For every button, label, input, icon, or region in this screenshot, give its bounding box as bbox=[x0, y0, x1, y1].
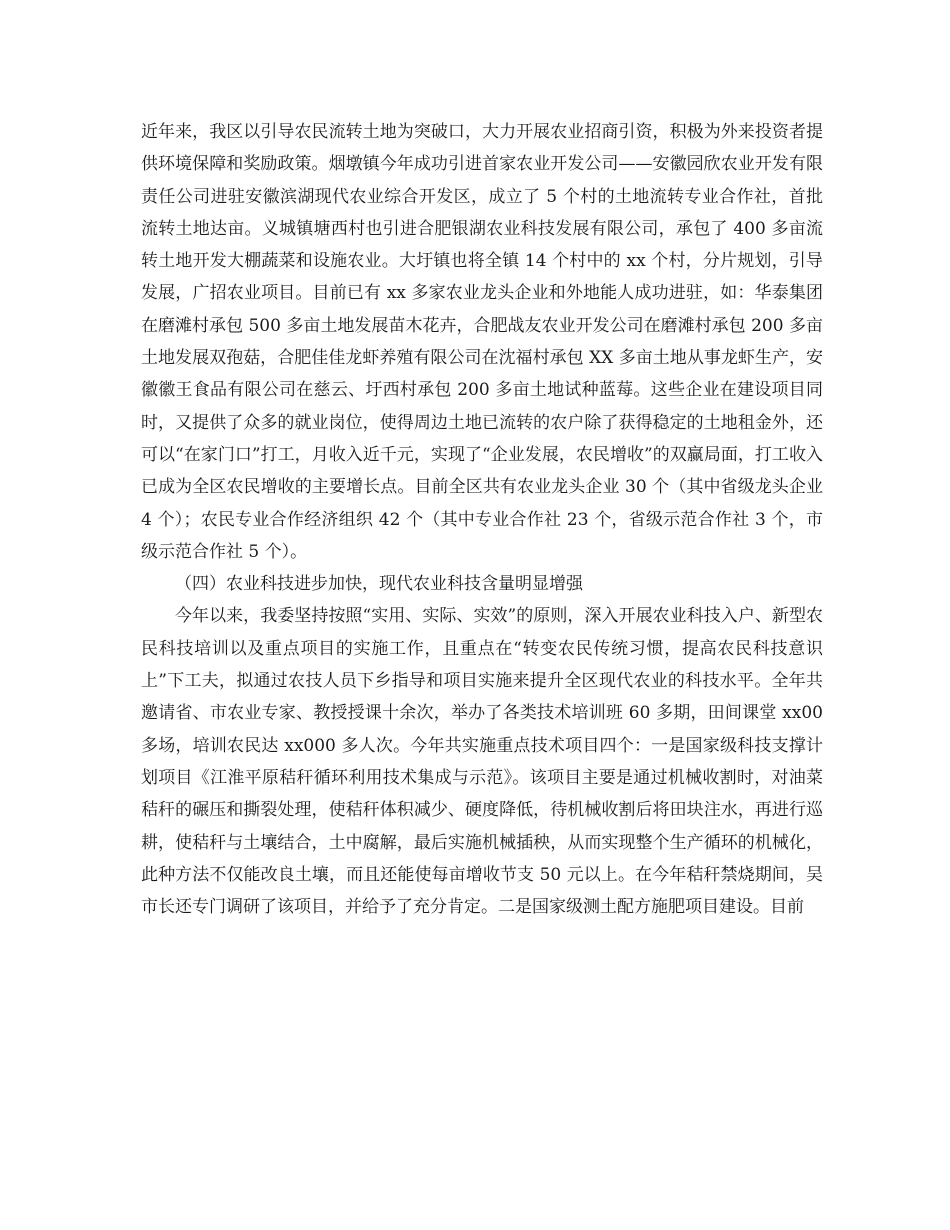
paragraph-agri-tech: 今年以来，我委坚持按照“实用、实际、实效”的原则，深入开展农业科技入户、新型农民科技培训以及重点项目的实施工作，且重点在“转变农民传统习惯，提高农民科技意识上”下工夫，拟通过农技人员下乡指导和项目实施来提升全区现代农业的科技水平。全年共邀请省、市农业专家、教授授课十余次，举办了各类技术培训班 60 多期，田间课堂 xx00 多场，培训农民达 xx000 多人次。今年共实施重点技术项目四个：一是国家级科技支撑计划项目《江淮平原秸秆循环利用技术集成与示范》。该项目主要是通过机械收割时，对油菜秸秆的碾压和撕裂处理，使秸秆体积减少、硬度降低，待机械收割后将田块注水，再进行巡耕，使秸秆与土壤结合，土中腐解，最后实施机械插秧，从而实现整个生产循环的机械化，此种方法不仅能改良土壤，而且还能使每亩增收节支 50 元以上。在今年秸秆禁烧期间，吴市长还专门调研了该项目，并给予了充分肯定。二是国家级测土配方施肥项目建设。目前 bbox=[141, 606, 823, 918]
section-heading-agri-tech: （四）农业科技进步加快，现代农业科技含量明显增强 bbox=[175, 574, 583, 595]
document-body bbox=[141, 116, 823, 923]
paragraph-land-transfer: 近年来，我区以引导农民流转土地为突破口，大力开展农业招商引资，积极为外来投资者提供环境保障和奖励政策。烟墩镇今年成功引进首家农业开发公司——安徽园欣农业开发有限责任公司进驻安徽滨湖现代农业综合开发区，成立了 5 个村的土地流转专业合作社，首批流转土地达亩。义城镇塘西村也引进合肥银湖农业科技发展有限公司，承包了 400 多亩流转土地开发大棚蔬菜和设施农业。大圩镇也将全镇 14 个村中的 xx 个村，分片规划，引导发展，广招农业项目。目前已有 xx 多家农业龙头企业和外地能人成功进驻，如：华泰集团在磨滩村承包 500 多亩土地发展苗木花卉，合肥战友农业开发公司在磨滩村承包 200 多亩土地发展双孢菇，合肥佳佳龙虾养殖有限公司在沈福村承包 XX 多亩土地从事龙虾生产，安徽徽王食品有限公司在慈云、圩西村承包 200 多亩土地试种蓝莓。这些企业在建设项目同时，又提供了众多的就业岗位，使得周边土地已流转的农户除了获得稳定的土地租金外，还可以“在家门口”打工，月收入近千元，实现了“企业发展，农民增收”的双赢局面，打工收入已成为全区农民增收的主要增长点。目前全区共有农业龙头企业 30 个（其中省级龙头企业 4 个）；农民专业合作经济组织 42 个（其中专业合作社 23 个，省级示范合作社 3 个，市级示范合作社 5 个）。 bbox=[141, 122, 823, 562]
